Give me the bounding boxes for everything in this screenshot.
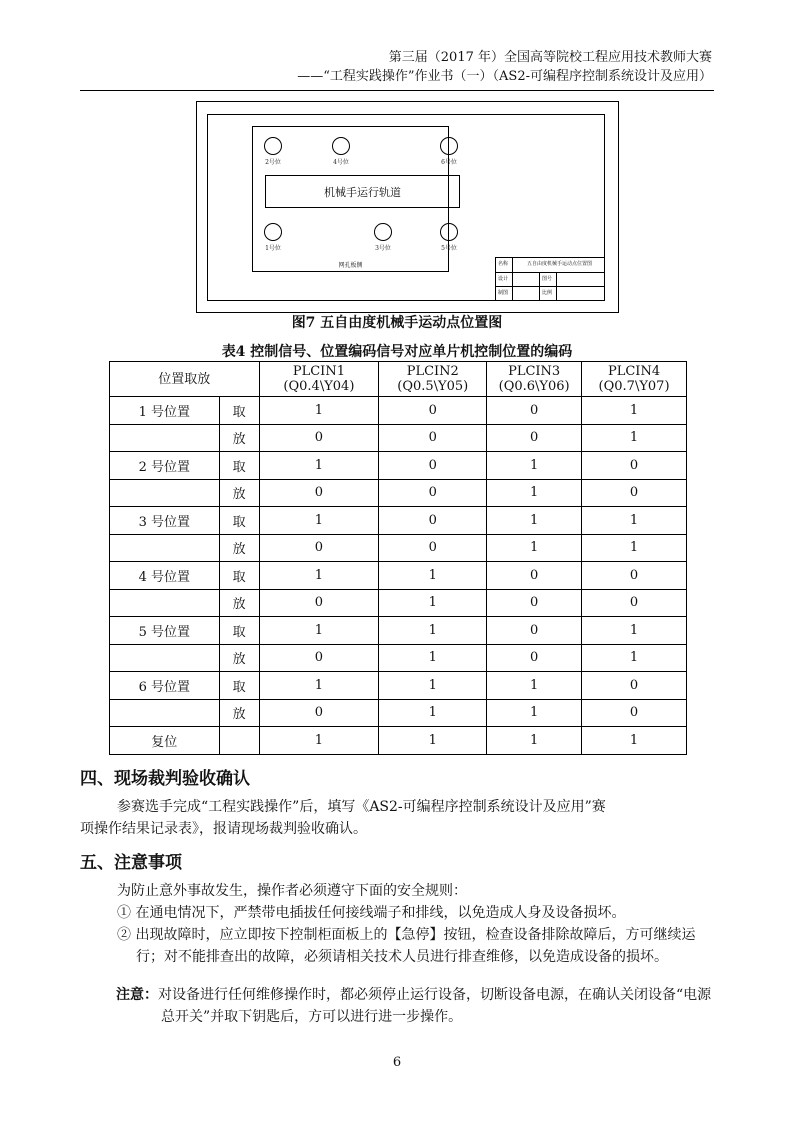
cell-value: 1 (259, 452, 379, 480)
table-row (110, 452, 687, 480)
cell-action: 放 (219, 424, 259, 452)
cell-value: 0 (259, 479, 379, 507)
table-row (110, 617, 687, 645)
cell-value: 0 (259, 424, 379, 452)
tb-name-value: 五自由度机械手运动点位置图 (526, 261, 592, 267)
cell-value: 0 (582, 672, 687, 700)
cell-value: 0 (487, 644, 582, 672)
figure-drawing-frame (207, 114, 605, 301)
cell-value: 1 (259, 507, 379, 535)
panel-label: 网孔板侧 (338, 262, 363, 269)
cell-action (219, 727, 259, 755)
mesh-panel (252, 126, 457, 272)
cell-position: 4 号位置 (110, 562, 220, 590)
slot-label: 2号位 (265, 159, 281, 166)
slot-circle-icon (264, 137, 282, 155)
cell-value: 0 (582, 589, 687, 617)
slot-3 (366, 223, 400, 252)
table-row (110, 589, 687, 617)
cell-value: 1 (259, 727, 379, 755)
page-header (297, 48, 712, 86)
cell-action: 取 (219, 617, 259, 645)
cell-value: 1 (582, 727, 687, 755)
table-row (110, 644, 687, 672)
cell-value: 1 (487, 727, 582, 755)
cell-value: 1 (487, 507, 582, 535)
cell-position: 1 号位置 (110, 397, 220, 425)
table-row (110, 534, 687, 562)
cell-value: 1 (259, 562, 379, 590)
note-text: 对设备进行任何维修操作时，都必须停止运行设备，切断设备电源，在确认关闭设备“电源总开关”并取下钥匙后，方可以进行进一步操作。 (158, 987, 712, 1025)
cell-value: 0 (379, 507, 487, 535)
note-label: 注意： (116, 987, 158, 1003)
cell-action: 放 (219, 699, 259, 727)
cell-value: 0 (487, 397, 582, 425)
cell-value: 1 (487, 699, 582, 727)
cell-value: 0 (259, 699, 379, 727)
rule-item-1: ① 在通电情况下，严禁带电插拔任何接线端子和排线，以免造成人身及设备损坏。 (117, 905, 626, 921)
cell-value: 1 (582, 397, 687, 425)
cell-value: 1 (582, 644, 687, 672)
cell-position (110, 424, 220, 452)
cell-value: 0 (487, 562, 582, 590)
table-row (110, 562, 687, 590)
tb-draw-label: 制图 (496, 287, 513, 301)
cell-position: 复位 (110, 727, 220, 755)
cell-value: 0 (379, 397, 487, 425)
cell-position: 5 号位置 (110, 617, 220, 645)
cell-position (110, 534, 220, 562)
header-title: 第三届（2017 年）全国高等院校工程应用技术教师大赛 (388, 50, 712, 65)
cell-value: 0 (582, 699, 687, 727)
header-subtitle: ——“工程实践操作”作业书（一）（AS2-可编程序控制系统设计及应用） (297, 69, 712, 84)
table-row (110, 672, 687, 700)
section-5-intro: 为防止意外事故发生，操作者必须遵守下面的安全规则： (117, 883, 467, 899)
cell-position: 2 号位置 (110, 452, 220, 480)
slot-2 (256, 137, 290, 166)
rule-item-2: ② 出现故障时，应立即按下控制柜面板上的【急停】按钮，检查设备排除故障后，方可继续运行；对不能排查出的故障，必须请相关技术人员进行排查维修，以免造成设备的损坏。 (117, 927, 696, 965)
cell-value: 0 (259, 644, 379, 672)
header-plcin1: PLCIN1 (Q0.4\Y04) (259, 362, 379, 397)
cell-value: 1 (582, 507, 687, 535)
slot-circle-icon (264, 223, 282, 241)
slot-5 (432, 223, 466, 252)
table-row (110, 699, 687, 727)
tb-scale-value (557, 287, 604, 301)
slot-label: 5号位 (441, 245, 457, 252)
section-4-body (80, 796, 720, 840)
cell-value: 0 (379, 424, 487, 452)
cell-value: 1 (259, 617, 379, 645)
cell-value: 0 (259, 589, 379, 617)
slot-1 (256, 223, 290, 252)
cell-value: 0 (582, 479, 687, 507)
slot-4 (324, 137, 358, 166)
slot-label: 3号位 (375, 245, 391, 252)
table-row (110, 727, 687, 755)
slot-label: 1号位 (265, 245, 281, 252)
header-plcin4: PLCIN4 (Q0.7\Y07) (582, 362, 687, 397)
cell-value: 1 (379, 699, 487, 727)
cell-value: 0 (582, 452, 687, 480)
cell-value: 1 (487, 672, 582, 700)
tb-draw-value (513, 287, 540, 301)
header-plcin3: PLCIN3 (Q0.6\Y06) (487, 362, 582, 397)
cell-value: 1 (379, 589, 487, 617)
section-4-heading: 四、现场裁判验收确认 (80, 769, 250, 789)
cell-value: 0 (487, 424, 582, 452)
cell-value: 1 (259, 672, 379, 700)
cell-value: 0 (379, 479, 487, 507)
cell-position: 3 号位置 (110, 507, 220, 535)
tb-scale-label: 比例 (540, 287, 557, 301)
table-row (110, 397, 687, 425)
cell-action: 取 (219, 452, 259, 480)
cell-value: 1 (379, 617, 487, 645)
slot-6 (432, 137, 466, 166)
title-block (495, 257, 604, 300)
cell-value: 0 (379, 452, 487, 480)
cell-value: 1 (487, 479, 582, 507)
robot-track: 机械手运行轨道 (265, 175, 460, 208)
cell-value: 1 (582, 424, 687, 452)
cell-value: 1 (487, 534, 582, 562)
cell-value: 1 (379, 672, 487, 700)
cell-action: 取 (219, 397, 259, 425)
header-position: 位置取放 (110, 362, 260, 397)
cell-action: 取 (219, 562, 259, 590)
cell-value: 0 (487, 617, 582, 645)
slot-label: 4号位 (333, 159, 349, 166)
cell-value: 1 (379, 727, 487, 755)
cell-action: 取 (219, 507, 259, 535)
page-number: 6 (392, 1055, 402, 1070)
encoding-table (109, 361, 687, 755)
table-row (110, 507, 687, 535)
cell-action: 取 (219, 672, 259, 700)
table-row (110, 479, 687, 507)
tb-design-label: 设计 (496, 273, 513, 287)
tb-name-label: 名称 (496, 258, 513, 272)
table-row (110, 424, 687, 452)
cell-position (110, 644, 220, 672)
tb-drawing-no-value (557, 273, 604, 287)
cell-value: 1 (582, 617, 687, 645)
cell-value: 1 (487, 452, 582, 480)
cell-value: 0 (487, 589, 582, 617)
cell-position (110, 479, 220, 507)
cell-position: 6 号位置 (110, 672, 220, 700)
cell-position (110, 699, 220, 727)
cell-action: 放 (219, 479, 259, 507)
cell-action: 放 (219, 644, 259, 672)
cell-value: 1 (379, 562, 487, 590)
cell-position (110, 589, 220, 617)
cell-action: 放 (219, 589, 259, 617)
note-paragraph (116, 984, 720, 1028)
figure-caption: 图7 五自由度机械手运动点位置图 (291, 315, 503, 331)
slot-label: 6号位 (441, 159, 457, 166)
cell-value: 0 (582, 562, 687, 590)
tb-design-value (513, 273, 540, 287)
table-header-row (110, 362, 687, 397)
slot-circle-icon (440, 137, 458, 155)
cell-action: 放 (219, 534, 259, 562)
cell-value: 1 (582, 534, 687, 562)
cell-value: 0 (379, 534, 487, 562)
header-rule (80, 90, 714, 91)
section-5-heading: 五、注意事项 (80, 853, 182, 873)
cell-value: 1 (259, 397, 379, 425)
section-4-body-line-1: 参赛选手完成“工程实践操作”后，填写《AS2-可编程序控制系统设计及应用”赛 (117, 799, 606, 815)
slot-circle-icon (440, 223, 458, 241)
figure-7 (196, 101, 619, 313)
slot-circle-icon (374, 223, 392, 241)
tb-drawing-no-label: 图号 (540, 273, 557, 287)
header-plcin2: PLCIN2 (Q0.5\Y05) (379, 362, 487, 397)
cell-value: 1 (379, 644, 487, 672)
cell-value: 0 (259, 534, 379, 562)
table-caption: 表4 控制信号、位置编码信号对应单片机控制位置的编码 (221, 344, 573, 360)
slot-circle-icon (332, 137, 350, 155)
section-4-body-line-2: 项操作结果记录表》，报请现场裁判验收确认。 (80, 821, 367, 837)
